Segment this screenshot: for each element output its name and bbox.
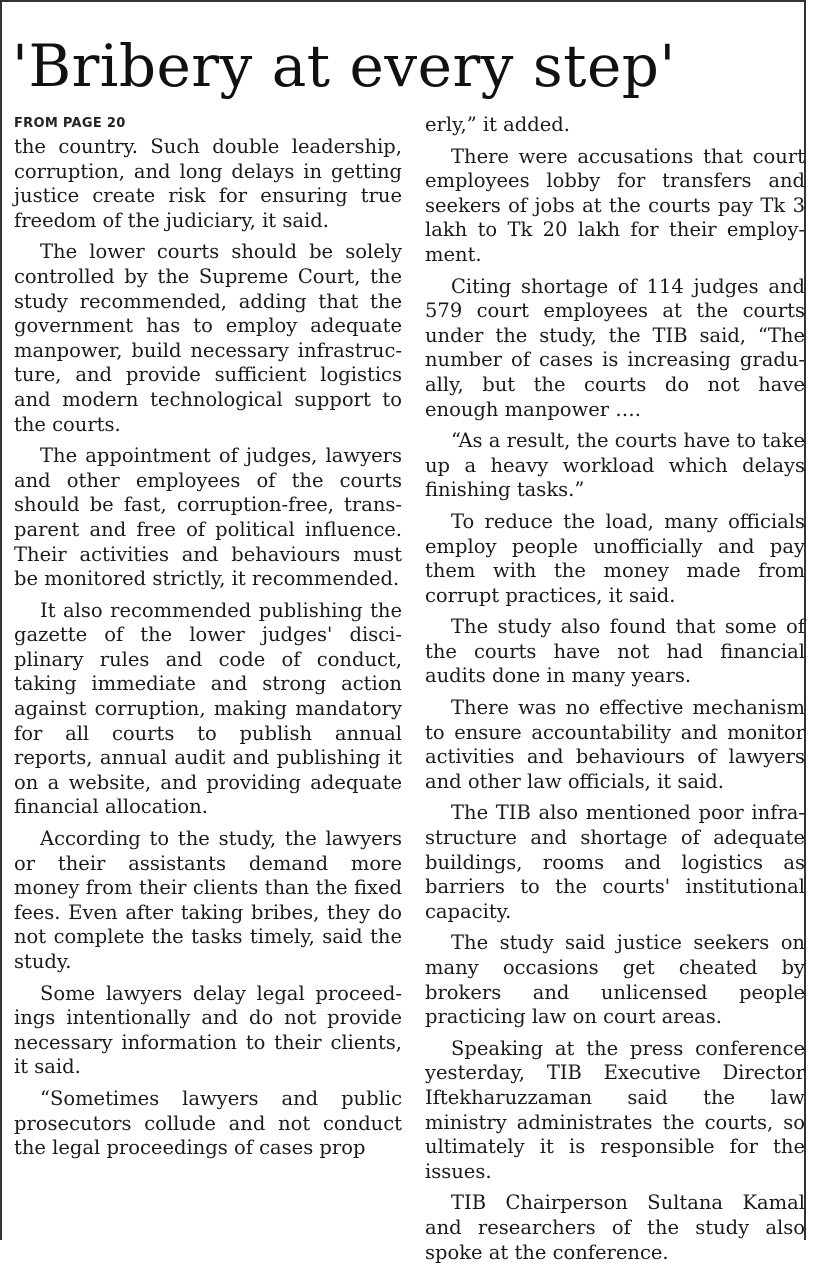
headline: 'Bribery at every step' [12,32,676,100]
paragraph: The study said justice seekers on many occasions get cheated by brokers and unlicensed people practicing law on court areas. [425,931,805,1029]
paragraph: The study also found that some of the courts have not had financial audits done in many years. [425,615,805,688]
paragraph: It also recommended publishing the gazette of the lower judges' disciplinary rules and code of conduct, taking immediate and strong action against corruption, making mandatory for all courts to publish annual reports, annual audit and publishing it on a website, and providing adequate financial allocation. [14,598,402,819]
paragraph: TIB Chairperson Sultana Kamal and researchers of the study also spoke at the conference. [425,1191,805,1264]
paragraph: Speaking at the press conference yesterday, TIB Executive Director Iftekharuzzaman said the law ministry administrates the courts, so ultimately it is responsible for the issues. [425,1036,805,1183]
paragraph: There were accusations that court employees lobby for transfers and seekers of jobs at the courts pay Tk 3 lakh to Tk 20 lakh for their employment. [425,144,805,266]
paragraph: The appointment of judges, lawyers and other employees of the courts should be fast, corruption-free, transparent and free of political influence. Their activities and behaviours must be monitored strictly, it recommended. [14,444,402,591]
paragraph: Citing shortage of 114 judges and 579 court employees at the courts under the study, the TIB said, “The number of cases is increasing gradually, but the courts do not have enough manpower …. [425,274,805,421]
paragraph: To reduce the load, many officials employ people unofficially and pay them with the money made from corrupt practices, it said. [425,509,805,607]
left-column [14,113,402,1168]
paragraph: There was no effective mechanism to ensure accountability and monitor activities and behaviours of lawyers and other law officials, it said. [425,696,805,793]
paragraph: The TIB also mentioned poor infrastructure and shortage of adequate buildings, rooms and logistics as barriers to the courts' institutional capacity. [425,801,805,923]
jump-line: FROM PAGE 20 [14,116,126,131]
right-column [425,113,805,1272]
paragraph: “Sometimes lawyers and public prosecutors collude and not conduct the legal proceedings of cases prop [14,1086,402,1160]
paragraph: Some lawyers delay legal proceedings intentionally and do not provide necessary information to their clients, it said. [14,981,402,1079]
paragraph: “As a result, the courts have to take up a heavy workload which delays finishing tasks.” [425,429,805,502]
paragraph: The lower courts should be solely controlled by the Supreme Court, the study recommended, adding that the government has to employ adequate manpower, build necessary infrastructure, and provide sufficient logistics and modern technological support to the courts. [14,240,402,436]
paragraph: erly,” it added. [425,113,570,136]
paragraph: the country. Such double leadership, corruption, and long delays in getting justice create risk for ensuring true freedom of the judiciary, it said. [14,135,402,232]
paragraph: According to the study, the lawyers or their assistants demand more money from their clients than the fixed fees. Even after taking bribes, they do not complete the tasks timely, said the study. [14,827,402,973]
